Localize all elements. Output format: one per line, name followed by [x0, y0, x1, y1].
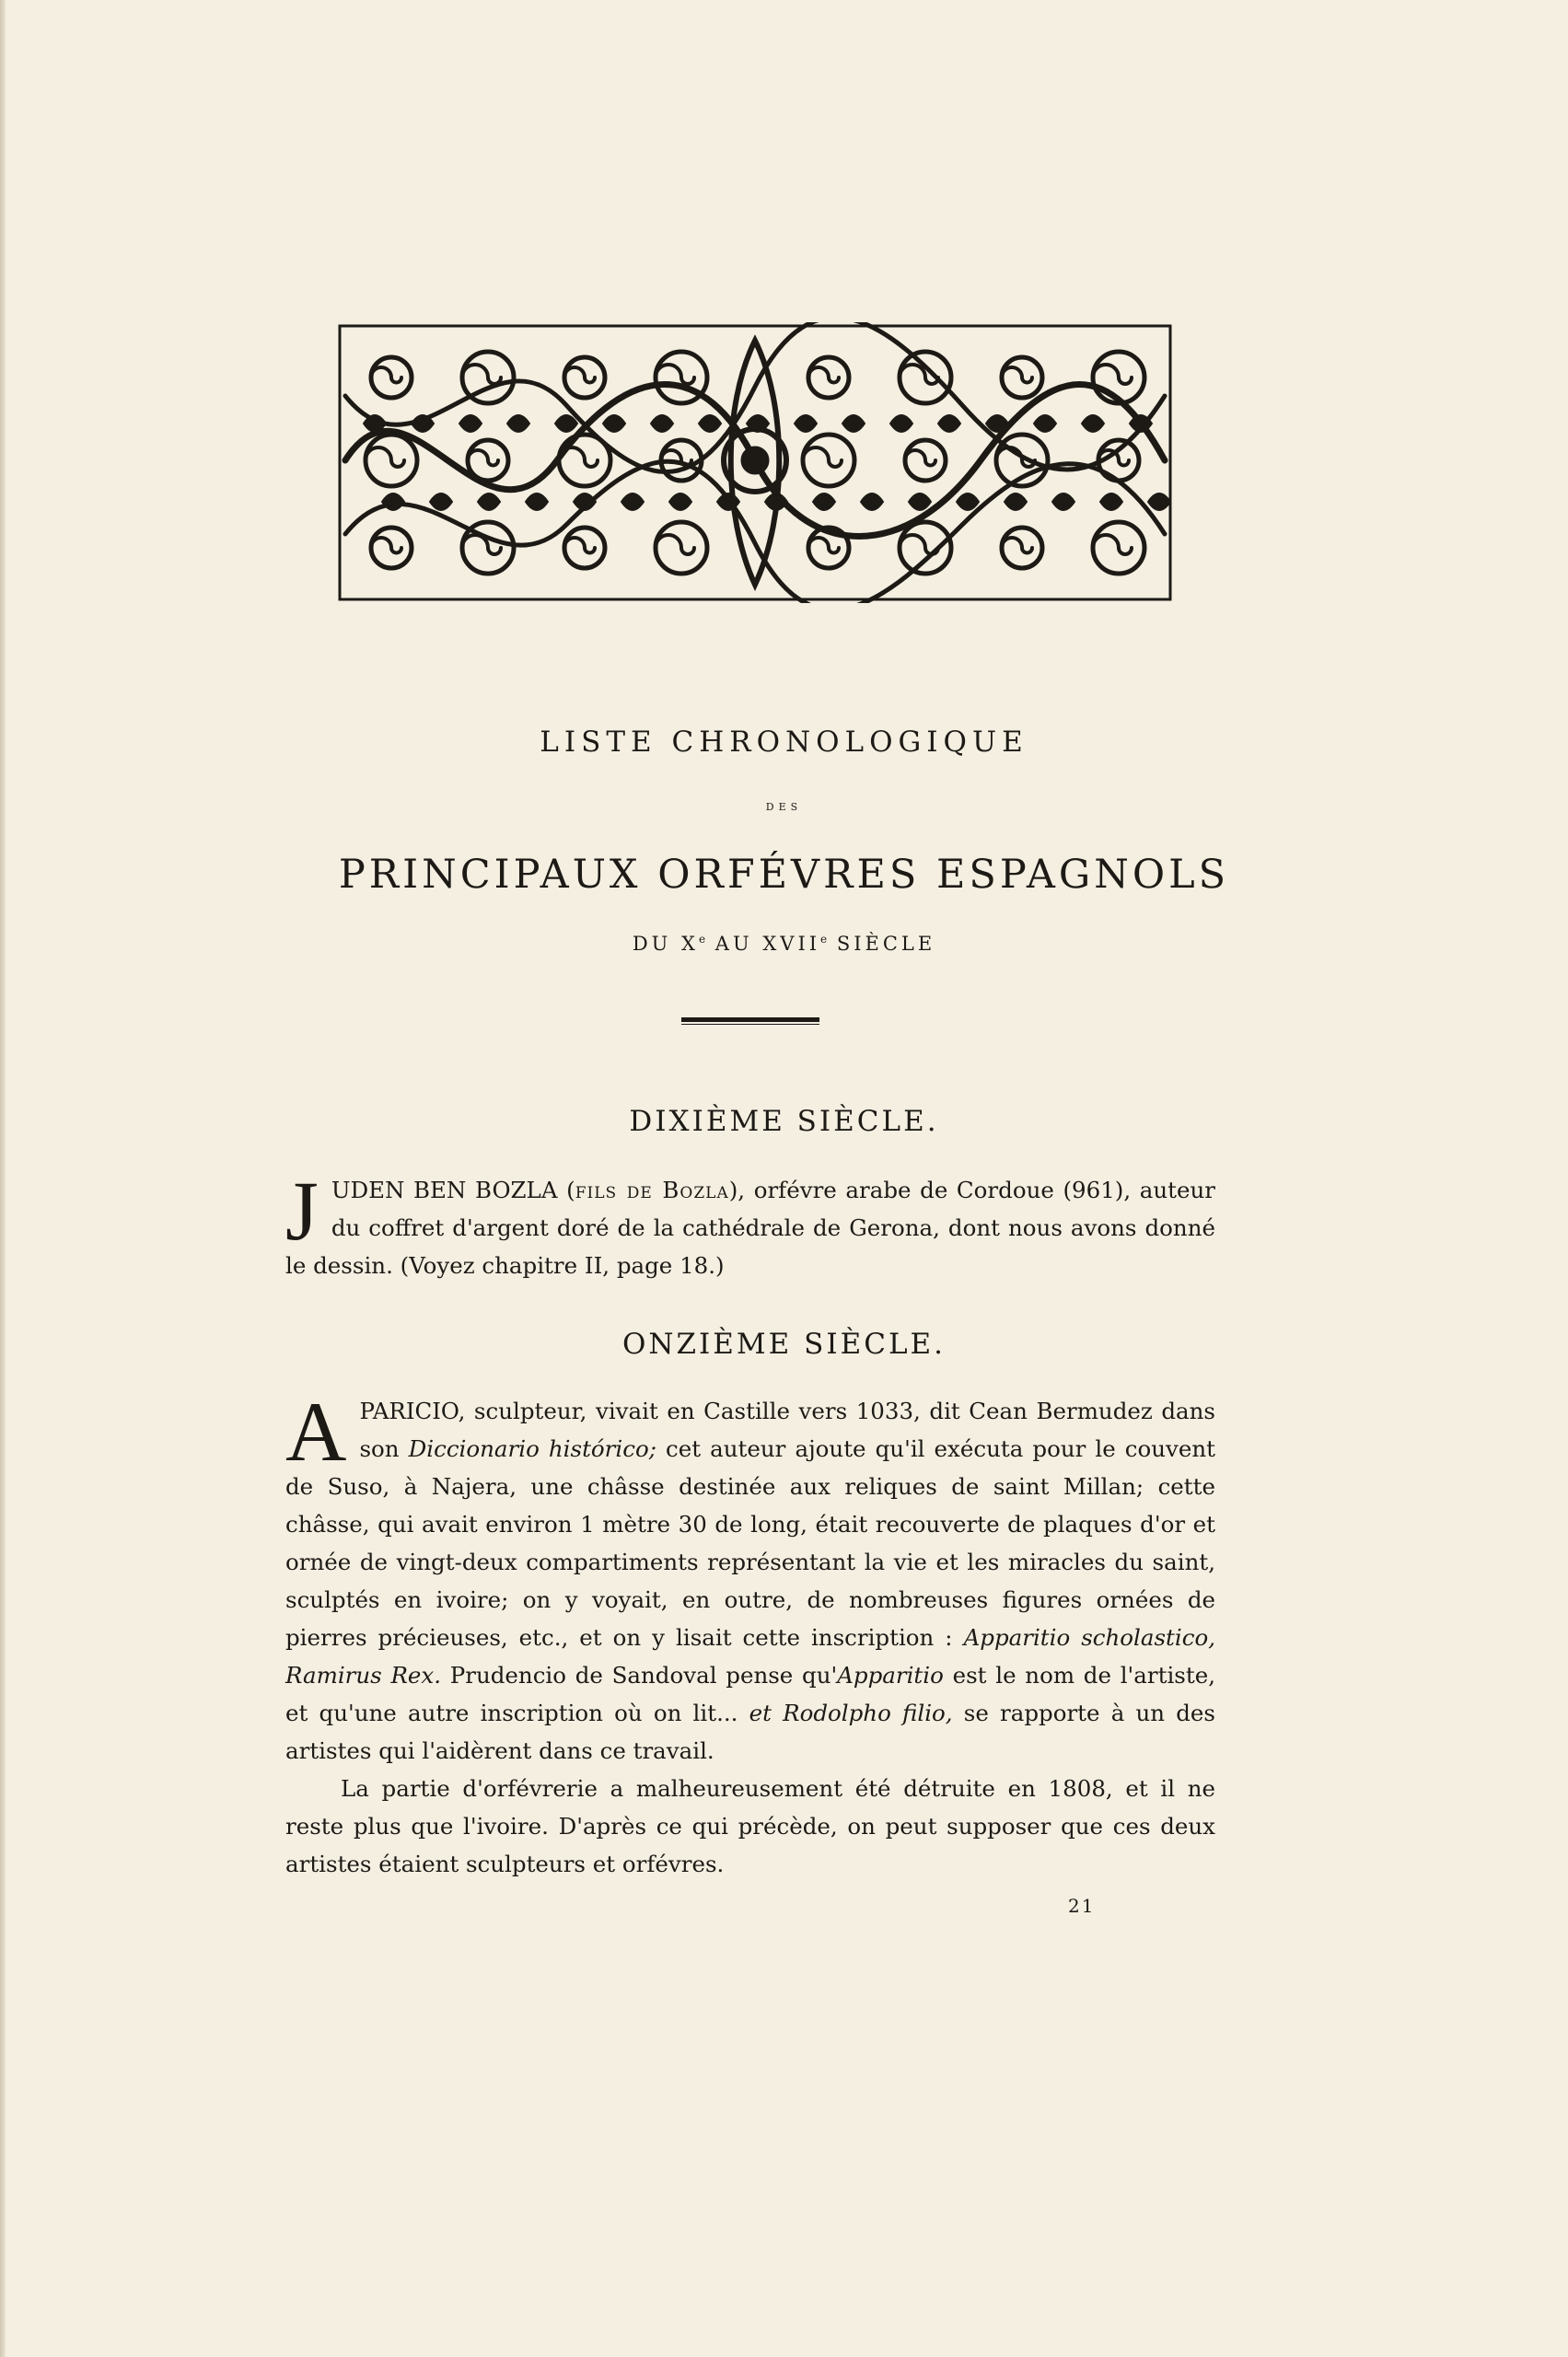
divider-rule-thin — [681, 1024, 819, 1025]
text-5: se rapporte à un des artistes qui l'aidèrent dans ce travail. — [285, 1700, 1215, 1764]
subtitle — [0, 933, 1568, 955]
italic-3: Apparitio — [837, 1662, 944, 1689]
subtitle-sup-2: e — [820, 933, 828, 946]
ornamental-headpiece — [336, 322, 1174, 603]
name-text: UDEN BEN BOZLA ( — [331, 1177, 575, 1203]
paragraph-text: ), orfévre arabe de Cordoue (961), auteur du coffret d'argent doré de la cathédrale de Gerona, dont nous avons donné le dessin. (Voyez chapitre II, page 18.) — [285, 1177, 1215, 1279]
page-edge — [0, 0, 6, 2357]
subtitle-au: AU XVII — [705, 933, 821, 955]
italic-2: Apparitio scholastico, Ramirus Rex. — [285, 1624, 1215, 1689]
text-3: Prudencio de Sandoval pense qu' — [441, 1662, 838, 1689]
paragraph-orfevrerie: La partie d'orfévrerie a malheureusement été détruite en 1808, et il ne reste plus que l'ivoire. D'après ce qui précède, on peut supposer que ces deux artistes étaient sculpteurs et orfévres. — [285, 1775, 1215, 1877]
italic-1: Diccionario histórico; — [408, 1435, 656, 1462]
title-des: DES — [765, 801, 803, 813]
fils-de-text: fils de Bozla — [575, 1177, 729, 1203]
dropcap-j: J — [285, 1164, 319, 1258]
subtitle-du: DU X — [632, 933, 699, 955]
subtitle-sup-1: e — [699, 933, 706, 946]
text-2: cet auteur ajoute qu'il exécuta pour le couvent de Suso, à Najera, une châsse destinée aux reliques de saint Millan; cette châsse, qui avait environ 1 mètre 30 de long, était recouverte de plaques d'or et ornée de vingt-deux compartiments représentant la vie et les miracles du saint, sculptés en ivoire; on y voyait, en outre, de nombreuses figures ornées de pierres précieuses, etc., et on y lisait cette inscription : — [285, 1435, 1216, 1651]
title-line-1: LISTE CHRONOLOGIQUE — [540, 726, 1028, 759]
paragraph-aparicio — [285, 1385, 1216, 1770]
dropcap-a: A — [285, 1385, 347, 1479]
text-4: est le nom de l'artiste, et qu'une autre inscription où on lit... — [285, 1662, 1215, 1726]
divider-rule — [681, 1017, 819, 1022]
heading-dixieme-siecle: DIXIÈME SIÈCLE. — [629, 1105, 939, 1138]
heading-onzieme-siecle: ONZIÈME SIÈCLE. — [621, 1328, 947, 1361]
title-line-2: PRINCIPAUX ORFÉVRES ESPAGNOLS — [338, 852, 1230, 898]
page-number: 21 — [1068, 1895, 1096, 1917]
italic-4: et Rodolpho filio, — [749, 1700, 953, 1726]
text-1: PARICIO, sculpteur, vivait en Castille vers 1033, dit Cean Bermudez dans son — [359, 1398, 1215, 1462]
subtitle-siecle: SIÈCLE — [827, 933, 936, 955]
paragraph-juden-ben-bozla — [285, 1164, 1215, 1284]
